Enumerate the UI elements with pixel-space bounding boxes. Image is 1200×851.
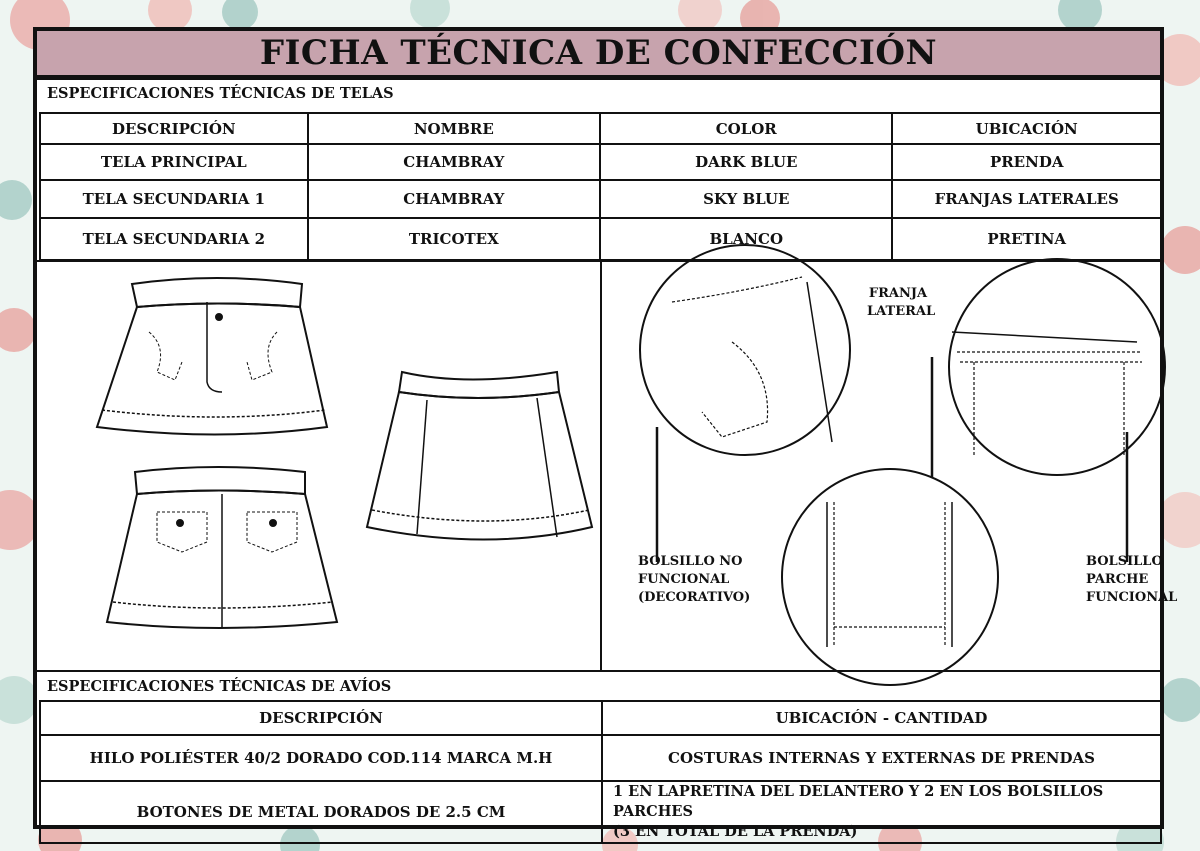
bolsillo-no-funcional-label — [638, 553, 750, 607]
detail-circle-pocket — [640, 245, 850, 455]
cell: BOTONES DE METAL DORADOS DE 2.5 CM — [40, 781, 602, 843]
cell: COSTURAS INTERNAS Y EXTERNAS DE PRENDAS — [602, 735, 1161, 781]
label-line: (DECORATIVO) — [638, 590, 751, 605]
label-line: FUNCIONAL — [638, 572, 730, 587]
cell-line: 1 EN LAPRETINA DEL DELANTERO Y 2 EN LOS BOLSILLOS PARCHES — [613, 783, 1104, 820]
label-line: PARCHE — [1086, 572, 1149, 587]
cell: BLANCO — [600, 218, 892, 260]
trims-table — [39, 700, 1162, 844]
skirt-flat-sketches — [37, 262, 599, 670]
table-row — [40, 735, 1161, 781]
cell: HILO POLIÉSTER 40/2 DORADO COD.114 MARCA M.H — [40, 735, 602, 781]
label-line: FRANJA — [868, 286, 928, 301]
detail-circle-patch-pocket — [949, 259, 1165, 475]
franja-lateral-label — [867, 285, 936, 321]
label-line: LATERAL — [867, 304, 936, 319]
cell: TELA SECUNDARIA 2 — [40, 218, 308, 260]
fabrics-section-title: ESPECIFICACIONES TÉCNICAS DE TELAS — [47, 85, 394, 102]
header-color: COLOR — [600, 113, 892, 144]
cell: TELA SECUNDARIA 1 — [40, 180, 308, 218]
trims-section-title: ESPECIFICACIONES TÉCNICAS DE AVÍOS — [47, 678, 392, 695]
cell: FRANJAS LATERALES — [892, 180, 1161, 218]
header-ubicacion: UBICACIÓN — [892, 113, 1161, 144]
cell: CHAMBRAY — [308, 180, 600, 218]
detail-zoom-drawings — [602, 262, 1178, 670]
detail-circle-side-stripe — [782, 469, 998, 685]
table-row — [40, 781, 1161, 843]
divider — [37, 78, 1160, 80]
trims-header-row — [40, 701, 1161, 735]
tech-sheet — [33, 27, 1178, 840]
fabrics-table — [39, 112, 1162, 261]
cell-line: (3 EN TOTAL DE LA PRENDA) — [613, 823, 858, 840]
cell: TELA PRINCIPAL — [40, 144, 308, 180]
divider — [37, 670, 1160, 672]
cell: SKY BLUE — [600, 180, 892, 218]
header-ubicacion-cantidad: UBICACIÓN - CANTIDAD — [602, 701, 1161, 735]
table-row — [40, 218, 1161, 260]
table-row — [40, 144, 1161, 180]
cell: CHAMBRAY — [308, 144, 600, 180]
cell — [602, 781, 1161, 843]
cell: DARK BLUE — [600, 144, 892, 180]
header-descripcion: DESCRIPCIÓN — [40, 701, 602, 735]
cell: PRENDA — [892, 144, 1161, 180]
fabrics-header-row — [40, 113, 1161, 144]
page-title: FICHA TÉCNICA DE CONFECCIÓN — [37, 31, 1160, 78]
label-line: BOLSILLO NO — [638, 554, 743, 569]
label-line: FUNCIONAL — [1086, 590, 1178, 605]
cell: TRICOTEX — [308, 218, 600, 260]
table-row — [40, 180, 1161, 218]
cell: PRETINA — [892, 218, 1161, 260]
bolsillo-parche-label — [1086, 553, 1178, 607]
label-line: BOLSILLO — [1086, 554, 1163, 569]
header-descripcion: DESCRIPCIÓN — [40, 113, 308, 144]
header-nombre: NOMBRE — [308, 113, 600, 144]
